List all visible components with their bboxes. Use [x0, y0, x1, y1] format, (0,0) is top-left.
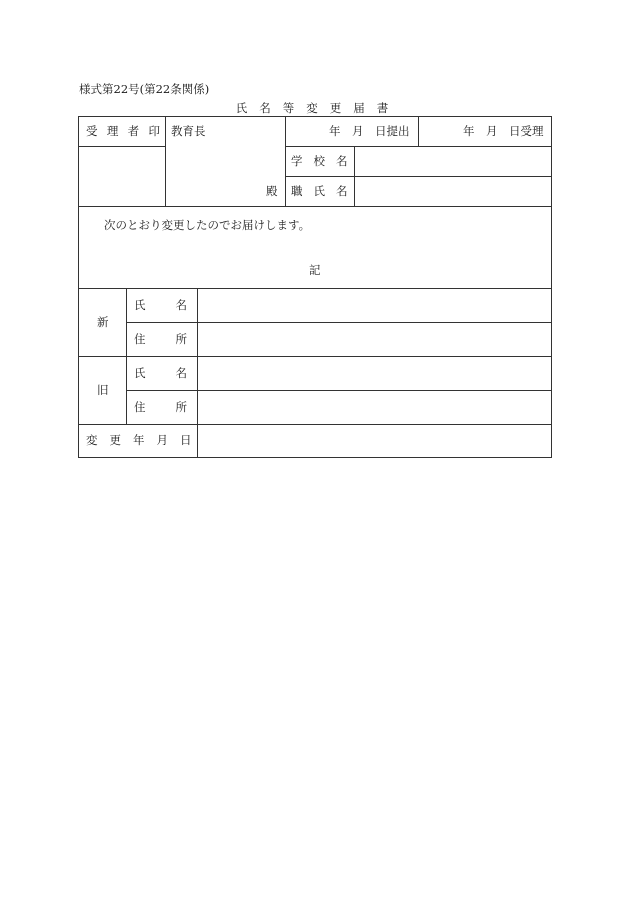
new-address-field[interactable]	[198, 323, 551, 356]
addressee: 教育長	[171, 124, 206, 138]
position-name-label: 職氏名	[291, 184, 359, 198]
reception-stamp-box[interactable]	[79, 147, 165, 206]
school-name-label: 学校名	[291, 154, 359, 168]
old-name-field[interactable]	[198, 357, 551, 390]
col-line-stamp	[165, 116, 166, 207]
col-line-school	[285, 116, 286, 207]
table-border-bottom	[78, 457, 552, 458]
new-name-label: 氏名	[134, 298, 217, 312]
form-number: 様式第22号(第22条関係)	[79, 82, 210, 96]
record-heading: 記	[309, 263, 321, 277]
table-border-top	[78, 116, 552, 117]
new-address-label: 住所	[134, 332, 217, 346]
new-name-field[interactable]	[198, 289, 551, 322]
col-line-new-old	[126, 288, 127, 425]
change-date-field[interactable]	[198, 425, 551, 457]
old-address-label: 住所	[134, 400, 217, 414]
col-line-received	[418, 116, 419, 147]
submitted-date-label: 年 月 日提出	[329, 124, 410, 138]
received-date-label: 年 月 日受理	[463, 124, 544, 138]
school-name-field[interactable]	[355, 147, 551, 176]
row-line-3	[78, 206, 552, 207]
honorific: 殿	[266, 184, 278, 198]
statement-text: 次のとおり変更したのでお届けします。	[104, 218, 311, 232]
reception-stamp-label: 受 理 者 印	[86, 124, 160, 138]
new-label: 新	[97, 315, 109, 329]
form-title: 氏名等変更届書	[235, 101, 401, 115]
table-border-right	[551, 116, 552, 458]
old-name-label: 氏名	[134, 366, 217, 380]
old-label: 旧	[97, 383, 109, 397]
position-name-field[interactable]	[355, 177, 551, 206]
change-date-label: 変更年月日	[86, 433, 204, 447]
old-address-field[interactable]	[198, 391, 551, 424]
